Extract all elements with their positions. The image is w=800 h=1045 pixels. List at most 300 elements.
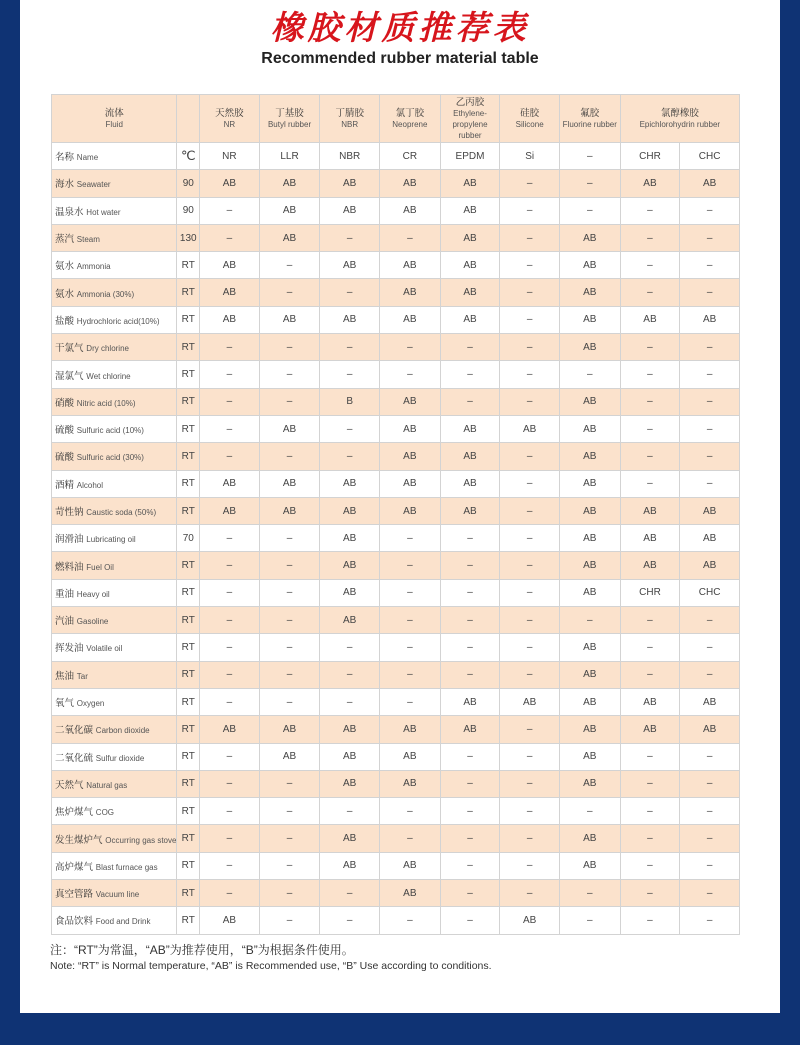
rating-cell: – bbox=[680, 907, 740, 934]
rating-cell: – bbox=[500, 743, 560, 770]
fluid-name-en: Blast furnace gas bbox=[95, 862, 158, 872]
rating-cell: – bbox=[259, 798, 320, 825]
rating-cell: – bbox=[259, 634, 320, 661]
fluid-cell bbox=[52, 579, 177, 606]
fluid-name-cn: 燃料油 bbox=[55, 561, 84, 573]
table-row bbox=[52, 852, 740, 879]
rating-cell: – bbox=[200, 334, 260, 361]
rating-cell: – bbox=[500, 880, 560, 907]
rating-cell: AB bbox=[440, 306, 500, 333]
rating-cell: AB bbox=[259, 470, 320, 497]
table-row bbox=[52, 143, 740, 170]
table-row bbox=[52, 688, 740, 715]
table-row bbox=[52, 525, 740, 552]
rating-cell: AB bbox=[200, 279, 260, 306]
rating-cell: – bbox=[259, 607, 320, 634]
rating-cell: AB bbox=[380, 497, 441, 524]
rating-cell: AB bbox=[259, 497, 320, 524]
rating-cell: – bbox=[380, 661, 441, 688]
rating-cell: – bbox=[320, 415, 380, 442]
rating-cell: – bbox=[380, 579, 441, 606]
rating-cell: – bbox=[440, 552, 500, 579]
rating-cell: AB bbox=[559, 634, 620, 661]
fluid-name-en: Dry chlorine bbox=[86, 344, 129, 354]
rating-cell: – bbox=[320, 661, 380, 688]
fluid-name-cn: 二氧化硫 bbox=[55, 752, 94, 764]
rating-cell: – bbox=[440, 334, 500, 361]
fluid-name-cn: 焦炉煤气 bbox=[55, 807, 94, 819]
rating-cell: – bbox=[559, 798, 620, 825]
table-row bbox=[52, 415, 740, 442]
rating-cell: CHC bbox=[680, 143, 740, 170]
table-row bbox=[52, 388, 740, 415]
fluid-name-cn: 天然气 bbox=[55, 779, 84, 791]
header-cell bbox=[320, 95, 380, 143]
fluid-name-en: Vacuum line bbox=[95, 890, 140, 900]
rating-cell: – bbox=[680, 224, 740, 251]
rating-cell: AB bbox=[380, 880, 441, 907]
table-row bbox=[52, 743, 740, 770]
rating-cell: AB bbox=[380, 252, 441, 279]
rating-cell: AB bbox=[500, 415, 560, 442]
rating-cell: AB bbox=[559, 852, 620, 879]
rating-cell: AB bbox=[320, 770, 380, 797]
rating-cell: – bbox=[500, 388, 560, 415]
rating-cell: AB bbox=[259, 415, 320, 442]
rating-cell: EPDM bbox=[440, 143, 500, 170]
rating-cell: – bbox=[320, 279, 380, 306]
rating-cell: AB bbox=[559, 470, 620, 497]
rating-cell: – bbox=[680, 770, 740, 797]
rating-cell: – bbox=[500, 525, 560, 552]
rating-cell: – bbox=[680, 825, 740, 852]
rating-cell: – bbox=[259, 579, 320, 606]
rating-cell: – bbox=[500, 224, 560, 251]
rating-cell: – bbox=[440, 525, 500, 552]
temperature-cell: RT bbox=[177, 852, 200, 879]
rating-cell: AB bbox=[320, 306, 380, 333]
rating-cell: AB bbox=[320, 470, 380, 497]
header-en: Neoprene bbox=[392, 119, 428, 129]
rating-cell: AB bbox=[500, 907, 560, 934]
fluid-name-cn: 氧气 bbox=[55, 698, 75, 710]
table-row bbox=[52, 361, 740, 388]
fluid-name-en: Tar bbox=[76, 671, 88, 681]
fluid-cell bbox=[52, 852, 177, 879]
temperature-cell: 90 bbox=[177, 197, 200, 224]
temperature-cell: RT bbox=[177, 470, 200, 497]
fluid-name-cn: 真空管路 bbox=[55, 889, 94, 901]
rating-cell: AB bbox=[320, 716, 380, 743]
rating-cell: – bbox=[680, 607, 740, 634]
rating-cell: – bbox=[200, 525, 260, 552]
rating-cell: – bbox=[620, 907, 680, 934]
rating-cell: AB bbox=[680, 552, 740, 579]
fluid-name-en: Nitric acid (10%) bbox=[76, 398, 136, 408]
rating-cell: – bbox=[200, 852, 260, 879]
fluid-name-cn: 干氯气 bbox=[55, 343, 84, 355]
rating-cell: – bbox=[200, 388, 260, 415]
rating-cell: – bbox=[200, 634, 260, 661]
rating-cell: AB bbox=[680, 525, 740, 552]
rating-cell: AB bbox=[200, 716, 260, 743]
fluid-name-cn: 食品饮料 bbox=[55, 916, 94, 928]
rating-cell: – bbox=[440, 825, 500, 852]
fluid-name-cn: 润滑油 bbox=[55, 534, 84, 546]
rating-cell: AB bbox=[320, 552, 380, 579]
table-row bbox=[52, 306, 740, 333]
rating-cell: – bbox=[620, 470, 680, 497]
rating-cell: – bbox=[380, 688, 441, 715]
rating-cell: – bbox=[680, 661, 740, 688]
fluid-name-cn: 盐酸 bbox=[55, 315, 75, 327]
rating-cell: – bbox=[320, 334, 380, 361]
rating-cell: – bbox=[200, 770, 260, 797]
fluid-name-cn: 氨水 bbox=[55, 261, 75, 273]
rating-cell: – bbox=[559, 607, 620, 634]
rubber-material-table bbox=[51, 94, 740, 935]
rating-cell: AB bbox=[380, 743, 441, 770]
rating-cell: AB bbox=[259, 743, 320, 770]
rating-cell: AB bbox=[380, 770, 441, 797]
temperature-cell: RT bbox=[177, 661, 200, 688]
rating-cell: CHR bbox=[620, 579, 680, 606]
note-english: Note: “RT” is Normal temperature, “AB” is Recommended use, “B” Use according to conditions. bbox=[50, 960, 492, 972]
temperature-cell: 90 bbox=[177, 170, 200, 197]
header-cn: 流体 bbox=[104, 107, 124, 119]
rating-cell: – bbox=[680, 798, 740, 825]
rating-cell: AB bbox=[559, 388, 620, 415]
rating-cell: – bbox=[680, 470, 740, 497]
table-row bbox=[52, 825, 740, 852]
rating-cell: – bbox=[259, 525, 320, 552]
fluid-cell bbox=[52, 361, 177, 388]
fluid-cell bbox=[52, 661, 177, 688]
rating-cell: – bbox=[559, 143, 620, 170]
fluid-cell bbox=[52, 279, 177, 306]
rating-cell: AB bbox=[200, 497, 260, 524]
rating-cell: – bbox=[200, 743, 260, 770]
rating-cell: CHR bbox=[620, 143, 680, 170]
rating-cell: – bbox=[500, 334, 560, 361]
fluid-cell bbox=[52, 334, 177, 361]
fluid-name-cn: 焦油 bbox=[55, 670, 75, 682]
note-chinese: 注：“RT”为常温，“AB”为推荐使用，“B”为根据条件使用。 bbox=[50, 943, 354, 957]
fluid-cell bbox=[52, 470, 177, 497]
rating-cell: – bbox=[259, 361, 320, 388]
rating-cell: – bbox=[200, 361, 260, 388]
fluid-name-cn: 温泉水 bbox=[55, 206, 84, 218]
fluid-cell bbox=[52, 552, 177, 579]
rating-cell: AB bbox=[620, 306, 680, 333]
rating-cell: – bbox=[559, 907, 620, 934]
table-row bbox=[52, 334, 740, 361]
header-cn: 天然胶 bbox=[215, 107, 244, 119]
rating-cell: – bbox=[380, 607, 441, 634]
rating-cell: – bbox=[500, 770, 560, 797]
rating-cell: – bbox=[680, 634, 740, 661]
table-row bbox=[52, 634, 740, 661]
rating-cell: AB bbox=[380, 443, 441, 470]
table-row bbox=[52, 443, 740, 470]
rating-cell: AB bbox=[620, 170, 680, 197]
rating-cell: AB bbox=[259, 224, 320, 251]
rating-cell: – bbox=[440, 661, 500, 688]
rating-cell: – bbox=[200, 661, 260, 688]
rating-cell: AB bbox=[440, 279, 500, 306]
fluid-name-en: Fuel Oil bbox=[86, 562, 114, 572]
rating-cell: – bbox=[620, 252, 680, 279]
rating-cell: – bbox=[680, 334, 740, 361]
rating-cell: AB bbox=[620, 525, 680, 552]
rating-cell: – bbox=[620, 880, 680, 907]
fluid-name-en: Sulfuric acid (30%) bbox=[76, 453, 144, 463]
table-row bbox=[52, 579, 740, 606]
rating-cell: – bbox=[200, 443, 260, 470]
table-row bbox=[52, 661, 740, 688]
rating-cell: – bbox=[620, 334, 680, 361]
rating-cell: – bbox=[320, 880, 380, 907]
rating-cell: – bbox=[500, 634, 560, 661]
rating-cell: AB bbox=[440, 224, 500, 251]
temperature-cell: RT bbox=[177, 361, 200, 388]
fluid-name-cn: 汽油 bbox=[55, 616, 75, 628]
fluid-name-en: Gasoline bbox=[76, 617, 109, 627]
fluid-cell bbox=[52, 798, 177, 825]
header-cell bbox=[440, 95, 500, 143]
temperature-cell: RT bbox=[177, 880, 200, 907]
rating-cell: – bbox=[500, 306, 560, 333]
fluid-name-en: Ammonia (30%) bbox=[76, 289, 135, 299]
rating-cell: AB bbox=[380, 415, 441, 442]
rating-cell: AB bbox=[200, 170, 260, 197]
fluid-name-cn: 硫酸 bbox=[55, 452, 75, 464]
fluid-name-en: Sulfuric acid (10%) bbox=[76, 426, 144, 436]
rating-cell: – bbox=[680, 197, 740, 224]
temperature-cell: RT bbox=[177, 634, 200, 661]
rating-cell: NBR bbox=[320, 143, 380, 170]
fluid-cell bbox=[52, 224, 177, 251]
header-cn: 丁腈胶 bbox=[335, 107, 364, 119]
header-cell bbox=[380, 95, 441, 143]
table-row bbox=[52, 770, 740, 797]
rating-cell: AB bbox=[559, 552, 620, 579]
rating-cell: – bbox=[620, 443, 680, 470]
rating-cell: – bbox=[680, 415, 740, 442]
rating-cell: AB bbox=[440, 443, 500, 470]
rating-cell: – bbox=[259, 252, 320, 279]
header-en: Butyl rubber bbox=[267, 119, 312, 129]
rating-cell: AB bbox=[320, 607, 380, 634]
rating-cell: AB bbox=[680, 688, 740, 715]
fluid-cell bbox=[52, 743, 177, 770]
rating-cell: AB bbox=[380, 388, 441, 415]
rating-cell: – bbox=[440, 607, 500, 634]
fluid-cell bbox=[52, 497, 177, 524]
rating-cell: AB bbox=[259, 170, 320, 197]
rating-cell: – bbox=[620, 415, 680, 442]
rating-cell: AB bbox=[559, 825, 620, 852]
table-row bbox=[52, 552, 740, 579]
rating-cell: NR bbox=[200, 143, 260, 170]
fluid-name-cn: 湿氯气 bbox=[55, 370, 84, 382]
rating-cell: AB bbox=[559, 279, 620, 306]
rating-cell: – bbox=[259, 443, 320, 470]
rating-cell: – bbox=[320, 443, 380, 470]
header-cell bbox=[52, 95, 177, 143]
rating-cell: AB bbox=[559, 579, 620, 606]
table-row bbox=[52, 170, 740, 197]
rating-cell: – bbox=[259, 688, 320, 715]
fluid-name-cn: 挥发油 bbox=[55, 643, 84, 655]
rating-cell: – bbox=[440, 579, 500, 606]
rating-cell: AB bbox=[620, 552, 680, 579]
rating-cell: – bbox=[500, 252, 560, 279]
page-frame bbox=[20, 0, 780, 1013]
fluid-cell bbox=[52, 607, 177, 634]
rating-cell: – bbox=[620, 361, 680, 388]
fluid-cell bbox=[52, 770, 177, 797]
rating-cell: Si bbox=[500, 143, 560, 170]
rating-cell: – bbox=[680, 743, 740, 770]
fluid-cell bbox=[52, 716, 177, 743]
rating-cell: AB bbox=[559, 688, 620, 715]
temperature-cell: RT bbox=[177, 607, 200, 634]
rating-cell: – bbox=[559, 361, 620, 388]
rating-cell: – bbox=[500, 716, 560, 743]
fluid-name-en: Heavy oil bbox=[76, 589, 110, 599]
fluid-name-cn: 氨水 bbox=[55, 288, 75, 300]
rating-cell: AB bbox=[620, 716, 680, 743]
fluid-name-en: Hydrochloric acid(10%) bbox=[76, 316, 160, 326]
fluid-name-en: Volatile oil bbox=[86, 644, 123, 654]
rating-cell: – bbox=[380, 224, 441, 251]
header-cn: 氯醇橡胶 bbox=[660, 107, 699, 119]
fluid-cell bbox=[52, 252, 177, 279]
temperature-cell: RT bbox=[177, 770, 200, 797]
rating-cell: – bbox=[440, 880, 500, 907]
title-english: Recommended rubber material table bbox=[261, 50, 539, 67]
table-row bbox=[52, 798, 740, 825]
temperature-cell: RT bbox=[177, 334, 200, 361]
header-cell bbox=[500, 95, 560, 143]
header-cn: 丁基胶 bbox=[275, 107, 304, 119]
rating-cell: AB bbox=[380, 197, 441, 224]
fluid-name-en: Name bbox=[76, 153, 99, 163]
rating-cell: AB bbox=[559, 443, 620, 470]
rating-cell: AB bbox=[680, 170, 740, 197]
fluid-name-en: Alcohol bbox=[76, 480, 104, 490]
rating-cell: AB bbox=[320, 197, 380, 224]
rating-cell: – bbox=[500, 552, 560, 579]
table-row bbox=[52, 252, 740, 279]
fluid-name-en: Ammonia bbox=[76, 262, 111, 272]
temperature-cell: RT bbox=[177, 825, 200, 852]
rating-cell: AB bbox=[440, 170, 500, 197]
fluid-name-en: Oxygen bbox=[76, 699, 105, 709]
header-en: Silicone bbox=[515, 119, 544, 129]
fluid-cell bbox=[52, 143, 177, 170]
fluid-cell bbox=[52, 306, 177, 333]
fluid-cell bbox=[52, 443, 177, 470]
fluid-name-en: Sulfur dioxide bbox=[95, 753, 145, 763]
rating-cell: – bbox=[440, 634, 500, 661]
rating-cell: – bbox=[259, 825, 320, 852]
temperature-cell: 70 bbox=[177, 525, 200, 552]
rating-cell: – bbox=[680, 361, 740, 388]
rating-cell: – bbox=[680, 388, 740, 415]
rating-cell: AB bbox=[680, 306, 740, 333]
temperature-cell: RT bbox=[177, 688, 200, 715]
rating-cell: – bbox=[440, 770, 500, 797]
fluid-cell bbox=[52, 415, 177, 442]
rating-cell: AB bbox=[559, 716, 620, 743]
rating-cell: – bbox=[200, 224, 260, 251]
rating-cell: AB bbox=[380, 852, 441, 879]
header-en: Fluorine rubber bbox=[562, 119, 617, 129]
rating-cell: B bbox=[320, 388, 380, 415]
rating-cell: – bbox=[440, 743, 500, 770]
rating-cell: AB bbox=[320, 252, 380, 279]
rating-cell: – bbox=[440, 361, 500, 388]
rating-cell: – bbox=[500, 170, 560, 197]
rating-cell: – bbox=[620, 388, 680, 415]
table-header-row bbox=[52, 95, 740, 143]
fluid-name-cn: 海水 bbox=[55, 179, 75, 191]
temperature-cell: RT bbox=[177, 743, 200, 770]
rating-cell: – bbox=[380, 525, 441, 552]
rating-cell: AB bbox=[440, 716, 500, 743]
rating-cell: AB bbox=[559, 415, 620, 442]
rating-cell: – bbox=[500, 579, 560, 606]
rating-cell: – bbox=[380, 552, 441, 579]
rating-cell: – bbox=[500, 825, 560, 852]
temperature-cell: RT bbox=[177, 579, 200, 606]
fluid-name-cn: 高炉煤气 bbox=[55, 861, 94, 873]
rating-cell: – bbox=[680, 279, 740, 306]
rating-cell: – bbox=[440, 388, 500, 415]
rating-cell: – bbox=[559, 197, 620, 224]
rating-cell: – bbox=[500, 197, 560, 224]
rating-cell: – bbox=[680, 880, 740, 907]
rating-cell: AB bbox=[559, 497, 620, 524]
fluid-name-en: Steam bbox=[76, 235, 100, 245]
rating-cell: AB bbox=[559, 743, 620, 770]
fluid-cell bbox=[52, 825, 177, 852]
temperature-cell: RT bbox=[177, 252, 200, 279]
rating-cell: AB bbox=[320, 579, 380, 606]
fluid-name-cn: 重油 bbox=[55, 588, 75, 600]
fluid-cell bbox=[52, 688, 177, 715]
rating-cell: – bbox=[259, 552, 320, 579]
rating-cell: AB bbox=[200, 306, 260, 333]
rating-cell: – bbox=[440, 798, 500, 825]
rating-cell: – bbox=[259, 661, 320, 688]
rating-cell: – bbox=[320, 798, 380, 825]
table-row bbox=[52, 880, 740, 907]
rating-cell: CR bbox=[380, 143, 441, 170]
rating-cell: – bbox=[320, 224, 380, 251]
temperature-cell: RT bbox=[177, 443, 200, 470]
rating-cell: AB bbox=[680, 497, 740, 524]
header-en: Fluid bbox=[105, 119, 123, 129]
rating-cell: AB bbox=[440, 688, 500, 715]
rating-cell: – bbox=[320, 361, 380, 388]
rating-cell: AB bbox=[259, 306, 320, 333]
rating-cell: – bbox=[200, 607, 260, 634]
fluid-name-en: Natural gas bbox=[86, 780, 128, 790]
rating-cell: AB bbox=[559, 252, 620, 279]
